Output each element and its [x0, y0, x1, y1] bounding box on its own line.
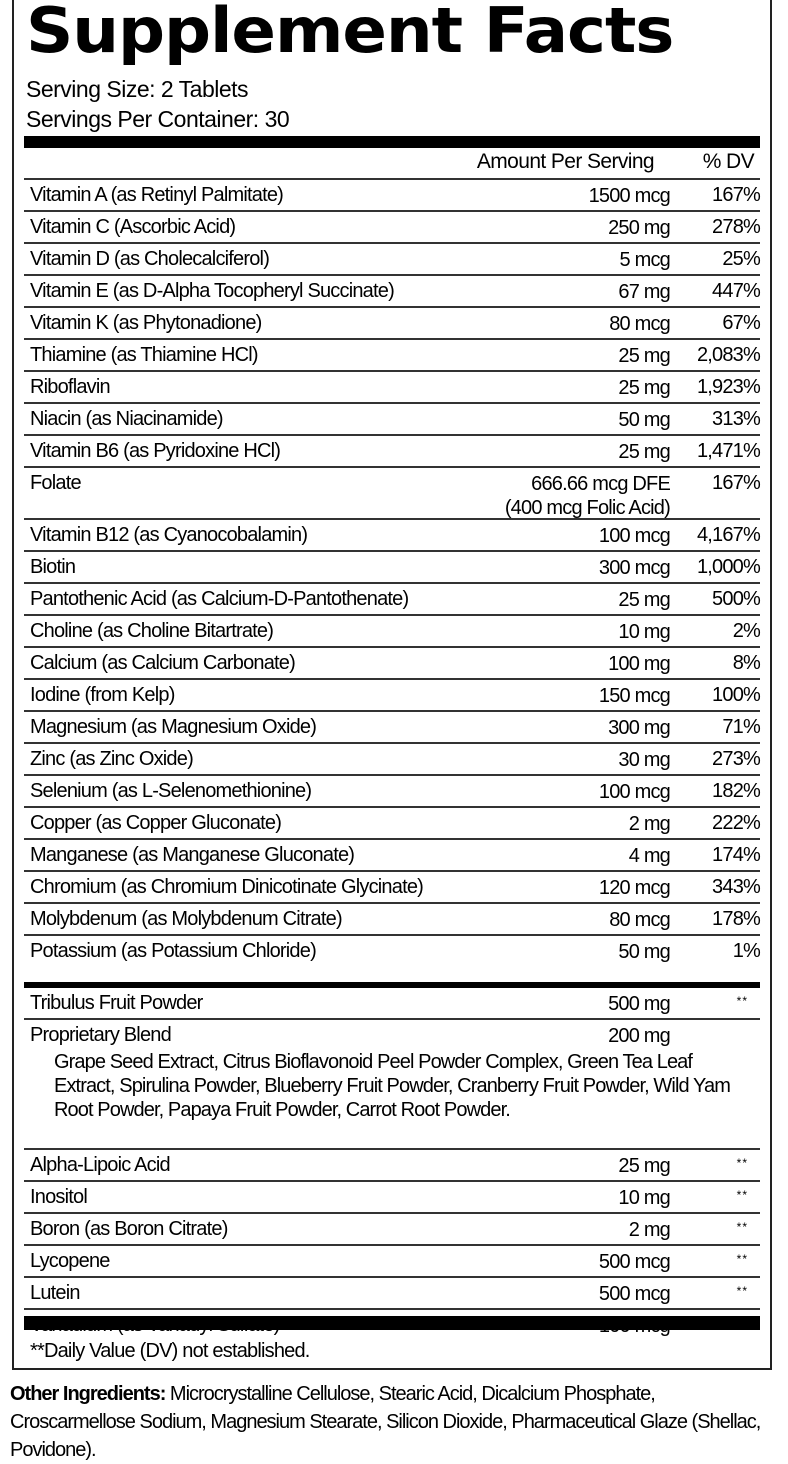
nutrient-amount: 67 mg — [618, 281, 670, 303]
nutrient-amount — [505, 472, 670, 520]
nutrient-dv: 100% — [712, 684, 760, 706]
other-ingredients-text: Microcrystalline Cellulose, Stearic Acid, Dicalcium Phosphate, Croscarmellose Sodium, Magnesium Stearate, Silicon Dioxide, Pharmaceutical Glaze (Shellac, Povidone). — [10, 1383, 761, 1461]
nutrient-dv: 25% — [722, 248, 760, 270]
panel-title: Supplement Facts — [26, 0, 674, 67]
nutrient-amount-line2: (400 mcg Folic Acid) — [504, 497, 670, 519]
serving-size: Serving Size: 2 Tablets — [26, 76, 249, 102]
nutrient-amount: 200 mg — [608, 1025, 670, 1047]
nutrient-amount: 500 mcg — [598, 1251, 670, 1273]
header-row-divider — [24, 148, 760, 180]
nutrient-dv: 67% — [722, 312, 760, 334]
nutrient-row — [24, 840, 760, 872]
nutrient-dv: 1,000% — [696, 556, 760, 578]
nutrient-dv: 1,923% — [696, 376, 760, 398]
nutrient-name: Alpha-Lipoic Acid — [30, 1154, 170, 1176]
nutrient-dv: 222% — [712, 812, 760, 834]
nutrient-name: Selenium (as L-Selenomethionine) — [30, 780, 312, 802]
nutrient-amount: 150 mcg — [598, 685, 670, 707]
nutrient-amount: 1500 mcg — [588, 185, 670, 207]
other-nutrient-row — [24, 1246, 760, 1278]
thick-divider-top — [24, 136, 760, 148]
dv-not-established-mark: ** — [736, 1156, 748, 1170]
nutrient-name: Iodine (from Kelp) — [30, 684, 175, 706]
nutrient-row — [24, 244, 760, 276]
nutrient-amount: 10 mg — [618, 1187, 670, 1209]
nutrient-dv: 2,083% — [696, 344, 760, 366]
nutrient-amount: 80 mcg — [609, 313, 670, 335]
blend-ingredients: Grape Seed Extract, Citrus Bioflavonoid Peel Powder Complex, Green Tea Leaf Extract, Spirulina Powder, Blueberry Fruit Powder, Cranberry Fruit Powder, Wild Yam Root Powder, Papaya Fruit Powder, Carrot Root Powder. — [54, 1051, 730, 1121]
nutrient-amount: 25 mg — [618, 1155, 670, 1177]
nutrient-row — [24, 180, 760, 212]
nutrient-amount: 25 mg — [618, 345, 670, 367]
nutrient-dv: 71% — [722, 716, 760, 738]
nutrient-row — [24, 340, 760, 372]
nutrient-name: Vitamin B12 (as Cyanocobalamin) — [30, 524, 308, 546]
nutrient-name: Pantothenic Acid (as Calcium-D-Pantothenate) — [30, 588, 409, 610]
nutrient-dv: 167% — [712, 472, 760, 494]
nutrient-amount: 2 mg — [628, 813, 670, 835]
nutrient-dv: 8% — [732, 652, 760, 674]
nutrient-amount: 300 mcg — [598, 557, 670, 579]
nutrient-dv: 447% — [712, 280, 760, 302]
nutrient-amount: 100 mg — [608, 653, 670, 675]
nutrient-amount-line1: 666.66 mcg DFE — [531, 473, 670, 495]
nutrient-row — [24, 776, 760, 808]
nutrient-row — [24, 404, 760, 436]
nutrient-name: Vitamin E (as D-Alpha Tocopheryl Succinate) — [30, 280, 394, 302]
nutrient-name: Calcium (as Calcium Carbonate) — [30, 652, 295, 674]
nutrient-amount: 250 mg — [608, 217, 670, 239]
nutrient-row — [24, 712, 760, 744]
nutrient-name: Copper (as Copper Gluconate) — [30, 812, 282, 834]
nutrient-name: Choline (as Choline Bitartrate) — [30, 620, 274, 642]
nutrient-name: Inositol — [30, 1186, 87, 1208]
nutrient-amount: 25 mg — [618, 377, 670, 399]
nutrient-dv: 4,167% — [696, 524, 760, 546]
thick-divider-bottom — [24, 1316, 760, 1330]
nutrient-row — [24, 308, 760, 340]
dv-not-established-mark: ** — [736, 1284, 748, 1298]
nutrient-name: Niacin (as Niacinamide) — [30, 408, 223, 430]
nutrient-amount: 10 mg — [618, 621, 670, 643]
nutrient-name: Molybdenum (as Molybdenum Citrate) — [30, 908, 342, 930]
nutrient-amount: 80 mcg — [609, 909, 670, 931]
nutrient-name: Vitamin K (as Phytonadione) — [30, 312, 262, 334]
nutrient-name: Manganese (as Manganese Gluconate) — [30, 844, 355, 866]
nutrient-row — [24, 904, 760, 936]
dv-not-established-mark: ** — [736, 1220, 748, 1234]
nutrient-dv: 174% — [712, 844, 760, 866]
nutrient-amount: 500 mcg — [598, 1283, 670, 1305]
dv-not-established-mark: ** — [736, 994, 748, 1008]
nutrient-row — [24, 808, 760, 840]
other-nutrient-row — [24, 1020, 760, 1150]
nutrient-name: Biotin — [30, 556, 76, 578]
nutrient-name: Vitamin B6 (as Pyridoxine HCl) — [30, 440, 281, 462]
nutrient-amount: 4 mg — [628, 845, 670, 867]
nutrient-amount: 5 mcg — [619, 249, 670, 271]
nutrient-amount: 2 mg — [628, 1219, 670, 1241]
other-ingredients — [10, 1380, 780, 1464]
nutrient-amount: 50 mg — [618, 941, 670, 963]
nutrient-row — [24, 212, 760, 244]
nutrient-amount: 120 mcg — [598, 877, 670, 899]
other-nutrient-row — [24, 1278, 760, 1310]
nutrient-amount: 50 mg — [618, 409, 670, 431]
nutrient-row — [24, 372, 760, 404]
other-nutrient-row — [24, 988, 760, 1020]
dv-not-established-mark: ** — [736, 1252, 748, 1266]
nutrient-amount: 300 mg — [608, 717, 670, 739]
nutrient-row — [24, 872, 760, 904]
nutrient-amount: 25 mg — [618, 589, 670, 611]
nutrient-amount: 25 mg — [618, 441, 670, 463]
nutrient-row — [24, 936, 760, 968]
nutrient-name: Magnesium (as Magnesium Oxide) — [30, 716, 317, 738]
nutrient-dv: 1,471% — [696, 440, 760, 462]
nutrient-name: Thiamine (as Thiamine HCl) — [30, 344, 258, 366]
nutrient-name: Chromium (as Chromium Dinicotinate Glycinate) — [30, 876, 424, 898]
amount-header: Amount Per Serving — [476, 150, 654, 173]
nutrient-dv: 500% — [712, 588, 760, 610]
nutrient-name: Lycopene — [30, 1250, 110, 1272]
dv-header: % DV — [702, 150, 754, 173]
nutrient-row — [24, 552, 760, 584]
dv-not-established-mark: ** — [736, 1188, 748, 1202]
nutrient-dv: 343% — [712, 876, 760, 898]
nutrient-row — [24, 744, 760, 776]
nutrient-name: Folate — [30, 472, 81, 494]
nutrient-name: Vitamin D (as Cholecalciferol) — [30, 248, 270, 270]
nutrient-amount: 100 mcg — [598, 781, 670, 803]
footnote: **Daily Value (DV) not established. — [30, 1340, 310, 1362]
nutrient-dv: 313% — [712, 408, 760, 430]
other-nutrient-row — [24, 1182, 760, 1214]
nutrient-row — [24, 276, 760, 308]
nutrient-amount: 30 mg — [618, 749, 670, 771]
other-nutrient-row — [24, 1150, 760, 1182]
nutrient-dv: 2% — [732, 620, 760, 642]
nutrient-row — [24, 616, 760, 648]
other-nutrient-row — [24, 1214, 760, 1246]
nutrient-name: Boron (as Boron Citrate) — [30, 1218, 228, 1240]
nutrient-name: Vitamin C (Ascorbic Acid) — [30, 216, 236, 238]
nutrient-dv: 167% — [712, 184, 760, 206]
nutrient-row — [24, 680, 760, 712]
nutrient-name: Proprietary Blend — [30, 1024, 171, 1046]
nutrient-row — [24, 648, 760, 680]
other-ingredients-label: Other Ingredients: — [10, 1383, 166, 1405]
nutrient-row — [24, 520, 760, 552]
nutrient-dv: 178% — [712, 908, 760, 930]
nutrient-dv: 273% — [712, 748, 760, 770]
nutrient-amount: 100 mcg — [598, 525, 670, 547]
nutrient-name: Lutein — [30, 1282, 80, 1304]
nutrient-row — [24, 468, 760, 520]
nutrient-name: Vitamin A (as Retinyl Palmitate) — [30, 184, 284, 206]
nutrient-dv: 182% — [712, 780, 760, 802]
supplement-facts-panel — [12, 0, 772, 1370]
nutrient-dv: 1% — [732, 940, 760, 962]
nutrient-dv: 278% — [712, 216, 760, 238]
nutrient-name: Potassium (as Potassium Chloride) — [30, 940, 316, 962]
nutrient-name: Zinc (as Zinc Oxide) — [30, 748, 193, 770]
servings-per-container: Servings Per Container: 30 — [26, 106, 290, 132]
nutrient-name: Tribulus Fruit Powder — [30, 992, 203, 1014]
nutrient-name: Riboflavin — [30, 376, 110, 398]
nutrient-row — [24, 436, 760, 468]
nutrient-amount: 500 mg — [608, 993, 670, 1015]
nutrient-row — [24, 584, 760, 616]
